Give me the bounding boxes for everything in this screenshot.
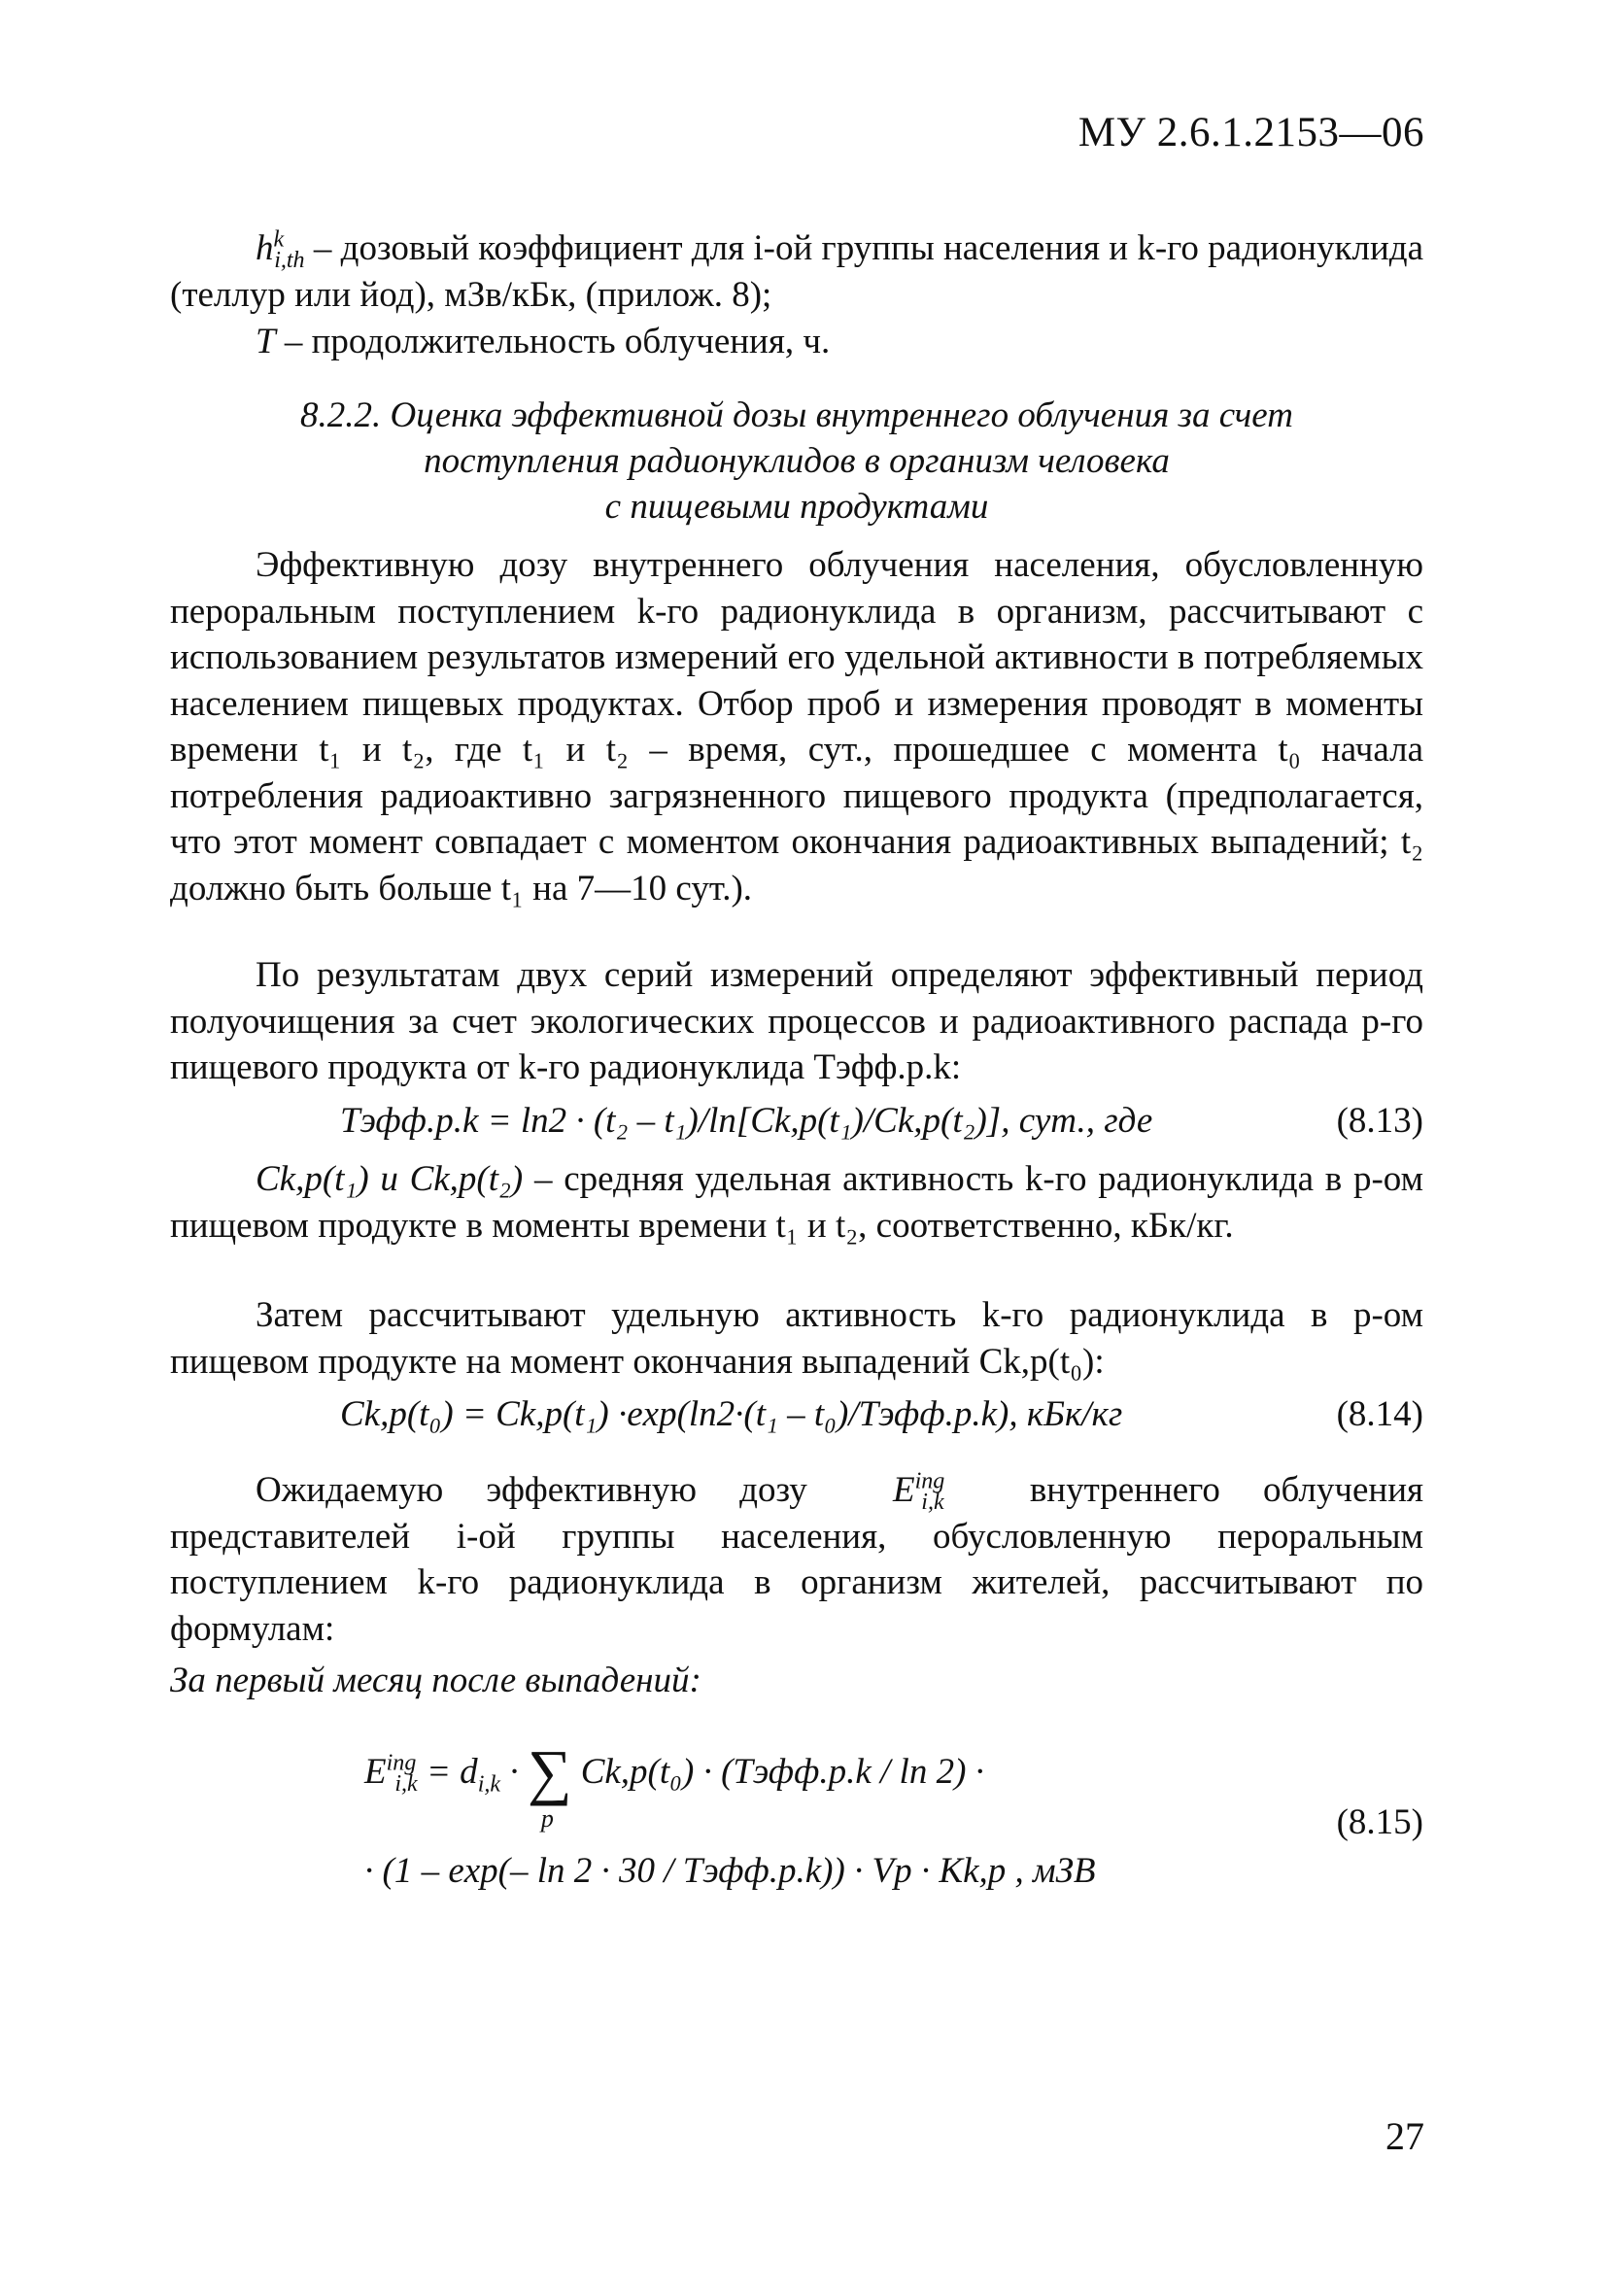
- sum-operator: ∑ p: [527, 1737, 572, 1833]
- paragraph-effective-dose: Эффективную дозу внутреннего облучения населения, обусловленную пероральным поступлением k-го радионуклида в организм, рассчитывают с использованием результатов измерений его удельной активности в потребляемых населением пищевых продуктах. Отбор проб и измерения проводят в моменты времени t₁ и t₂, где t₁ и t₂ – время, сут., прошедшее с момента t₀ начала потребления радиоактивно загрязненного пищевого продукта (предполагается, что этот момент совпадает с моментом окончания радиоактивных выпадений; t₂ должно быть больше t₁ на 7—10 сут.).: [170, 545, 1423, 908]
- section-title-line-2: поступления радионуклидов в организм человека: [424, 441, 1170, 481]
- equation-8-13-number: (8.13): [1336, 1101, 1423, 1141]
- symbol-h: $h^k_{i,th}$: [256, 226, 305, 274]
- section-title-line-1: 8.2.2. Оценка эффективной дозы внутреннего облучения за счет: [300, 395, 1293, 435]
- symbol-T: T: [256, 322, 276, 361]
- paragraph-half-clearance: По результатам двух серий измерений определяют эффективный период полуочищения за счет экологических процессов и радиоактивного распада p-го пищевого продукта от k-го радионуклида Tэфф.p.k:: [170, 955, 1423, 1087]
- equation-8-15-line-1: $E^{ing}_{i,k} = d_{i,k}$ · ∑ p Ck,p(t₀) · (Tэфф.p.k / ln 2) ·: [364, 1737, 984, 1833]
- activity-symbols: Ck,p(t₁) и Ck,p(t₂): [256, 1159, 524, 1199]
- page-number: 27: [1385, 2114, 1424, 2158]
- equation-8-15-number: (8.15): [1336, 1802, 1423, 1842]
- equation-8-14-body: Ck,p(t₀) = Ck,p(t₁) ·exp(ln2·(t₁ – t₀)/Tэфф.p.k), кБк/кг: [340, 1394, 1123, 1434]
- paragraph-expected-dose-lead: Ожидаемую эффективную дозу: [256, 1470, 807, 1510]
- paragraph-expected-dose: [170, 1467, 1423, 1652]
- paragraph-specific-activity-text: – средняя удельная активность k-го радионуклида в p-ом пищевом продукте в моменты времени t₁ и t₂, соответственно, кБк/кг.: [170, 1159, 1424, 1246]
- section-title: [170, 393, 1423, 530]
- section-title-line-3: с пищевыми продуктами: [604, 487, 989, 527]
- equation-8-13-body: Tэфф.p.k = ln2 · (t₂ – t₁)/ln[Ck,p(t₁)/Ck,p(t₂)], сут., где: [340, 1101, 1153, 1141]
- definition-T: [170, 319, 1423, 365]
- subheading-first-month: За первый месяц после выпадений:: [170, 1661, 701, 1700]
- paragraph-expected-dose-text: внутреннего облучения представителей i-ой группы населения, обусловленную пероральным поступлением k-го радионуклида в организм жителей, рассчитывают по формулам:: [170, 1470, 1424, 1649]
- equation-8-14-number: (8.14): [1336, 1394, 1423, 1434]
- document-code-header: МУ 2.6.1.2153—06: [1077, 110, 1424, 155]
- equation-8-15-line-2: · (1 – exp(– ln 2 · 30 / Tэфф.p.k)) · Vp · Kk,p , мЗВ: [364, 1851, 1096, 1891]
- paragraph-calc-activity: Затем рассчитывают удельную активность k-го радионуклида в p-ом пищевом продукте на момент окончания выпадений Ck,p(t₀):: [170, 1295, 1423, 1382]
- paragraph-specific-activity: [170, 1156, 1423, 1249]
- definition-h-text: – дозовый коэффициент для i-ой группы населения и k-го радионуклида (теллур или йод), мЗв/кБк, (прилож. 8);: [170, 228, 1423, 315]
- definition-h: [170, 225, 1423, 318]
- definition-T-text: – продолжительность облучения, ч.: [284, 322, 831, 361]
- symbol-E-ing: $E^{ing}_{i,k}$: [849, 1468, 945, 1516]
- equation-8-15: [170, 1739, 1423, 1924]
